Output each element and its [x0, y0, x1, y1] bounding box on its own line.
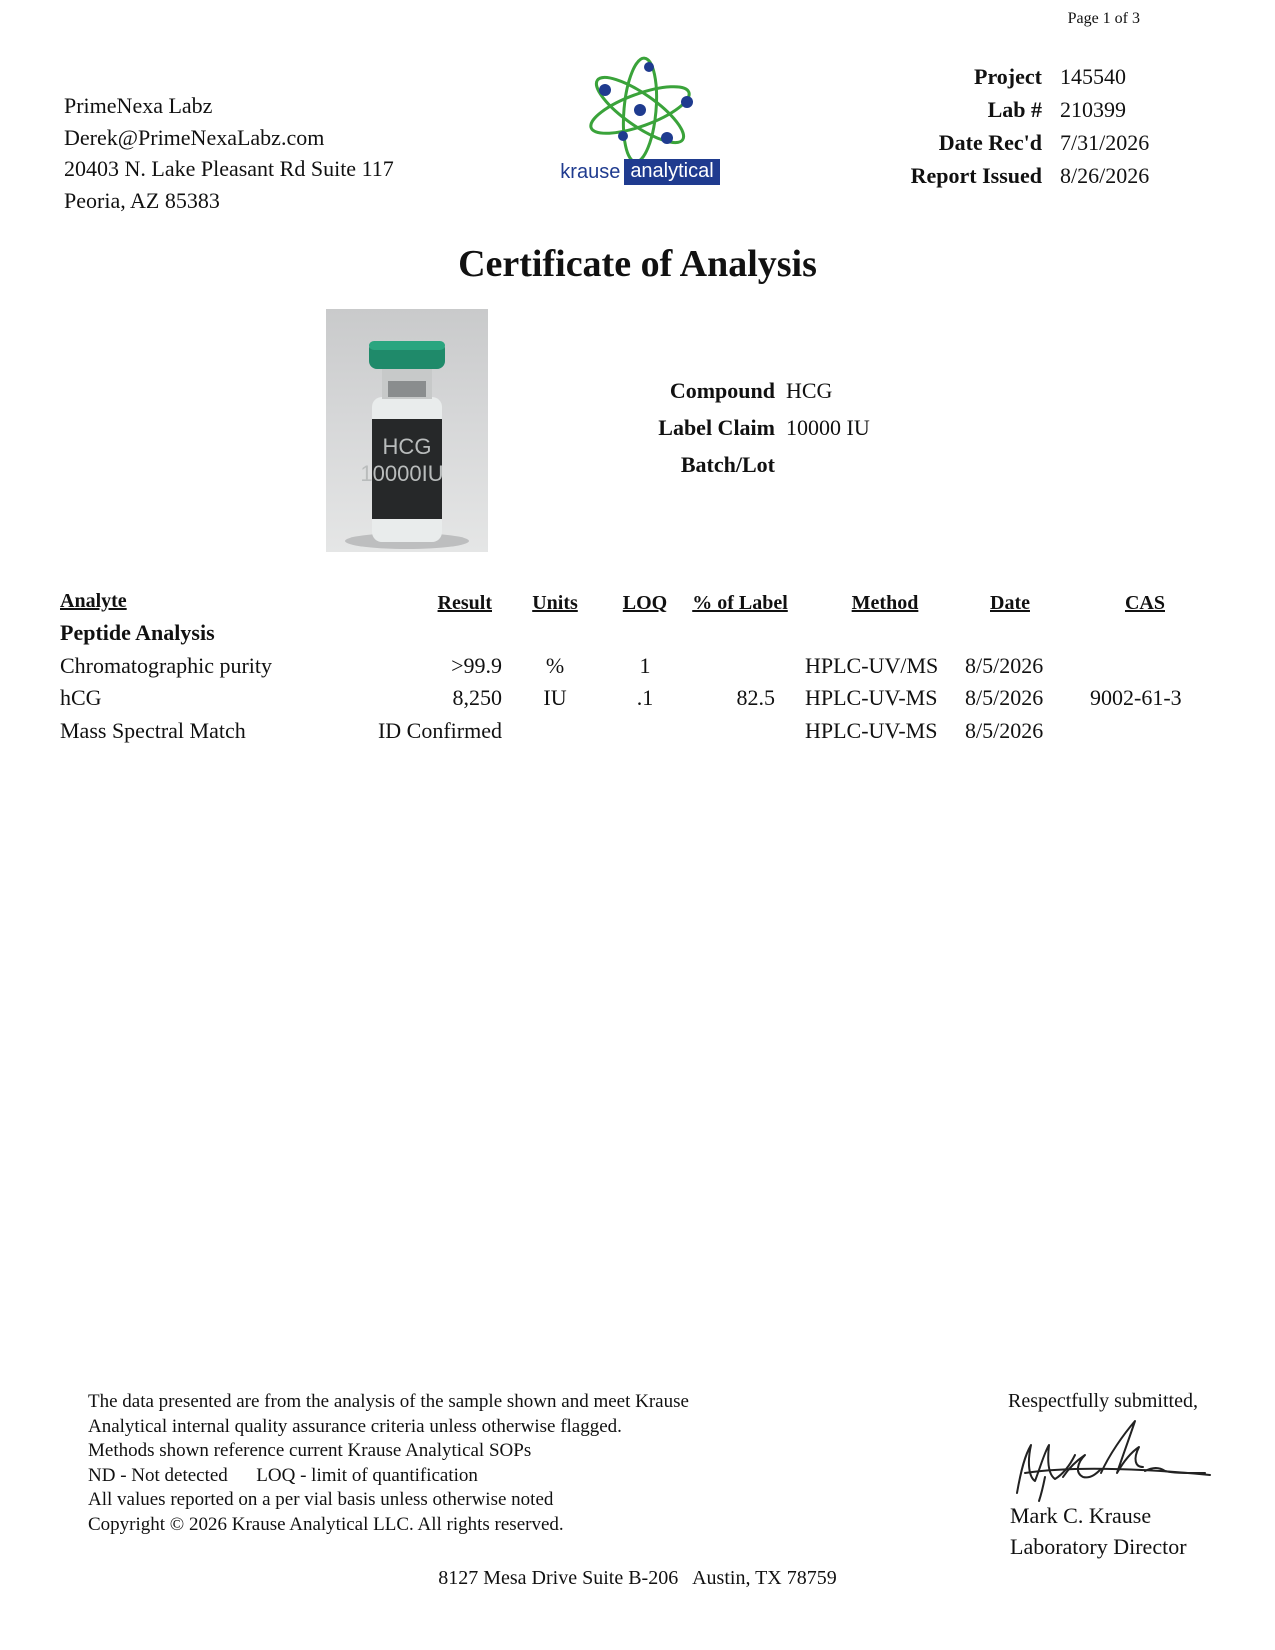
client-address: 20403 N. Lake Pleasant Rd Suite 117: [64, 156, 394, 181]
sample-photo: [326, 309, 488, 552]
label-claim-value: 10000 IU: [786, 414, 870, 440]
cell-result: >99.9: [451, 653, 502, 678]
disclaimer-notes: [88, 1390, 689, 1537]
issued-value: 8/26/2026: [1060, 162, 1150, 188]
cell-cas: 9002-61-3: [1090, 685, 1182, 710]
compound-value: HCG: [786, 377, 833, 403]
cell-analyte: Chromatographic purity: [60, 653, 273, 678]
cell-date: 8/5/2026: [965, 685, 1044, 710]
vial-label-name: HCG: [382, 434, 432, 459]
header-cas: CAS: [1124, 592, 1165, 614]
issued-label: Report Issued: [910, 162, 1042, 188]
compound-label: Compound: [669, 377, 775, 403]
cell-units: IU: [543, 685, 567, 710]
header-units: Units: [532, 592, 578, 614]
note-line: Methods shown reference current Krause Analytical SOPs: [88, 1440, 532, 1461]
cell-date: 8/5/2026: [965, 718, 1044, 743]
handwritten-signature: [1005, 1415, 1215, 1505]
cell-units: %: [545, 653, 565, 678]
lab-label: Lab #: [987, 96, 1042, 122]
client-address-block: [64, 90, 394, 216]
client-city: Peoria, AZ 85383: [64, 187, 220, 213]
section-heading: Peptide Analysis: [60, 620, 215, 645]
atom-icon: [545, 52, 735, 170]
results-table: [0, 590, 1275, 760]
project-label: Project: [974, 63, 1042, 89]
header-percent-label: % of Label: [692, 592, 788, 614]
note-line: Copyright © 2026 Krause Analytical LLC. All rights reserved.: [88, 1513, 564, 1535]
signature-closing: Respectfully submitted,: [1008, 1390, 1198, 1412]
cell-analyte: hCG: [60, 685, 102, 710]
cell-analyte: Mass Spectral Match: [60, 718, 246, 743]
header-result: Result: [437, 592, 492, 614]
note-line: ND - Not detected LOQ - limit of quantification: [88, 1464, 478, 1486]
krause-analytical-logo: [545, 52, 735, 202]
received-label: Date Rec'd: [938, 129, 1042, 155]
vial-icon: [326, 309, 488, 552]
cell-percent-label: 82.5: [736, 685, 775, 710]
note-line: All values reported on a per vial basis unless otherwise noted: [88, 1489, 554, 1510]
cell-loq: 1: [639, 653, 651, 678]
compound-info: [620, 372, 936, 483]
header-method: Method: [851, 592, 919, 614]
header-date: Date: [990, 592, 1030, 614]
signer-name: Mark C. Krause: [1010, 1503, 1152, 1528]
client-name: PrimeNexa Labz: [64, 93, 213, 118]
cell-result: ID Confirmed: [377, 718, 502, 743]
logo-wordmark: [545, 157, 735, 187]
cell-method: HPLC-UV-MS: [805, 718, 938, 743]
signer-block: [1010, 1500, 1187, 1562]
cell-date: 8/5/2026: [965, 653, 1044, 678]
client-email: Derek@PrimeNexaLabz.com: [64, 124, 325, 150]
header-loq: LOQ: [622, 592, 668, 614]
footer-address: 8127 Mesa Drive Suite B-206 Austin, TX 78759: [438, 1567, 837, 1589]
batch-lot-label: Batch/Lot: [680, 451, 775, 477]
logo-word-analytical: analytical: [624, 159, 719, 185]
cell-loq: .1: [636, 685, 654, 710]
project-value: 145540: [1060, 63, 1126, 89]
note-line: Analytical internal quality assurance criteria unless otherwise flagged.: [88, 1415, 622, 1437]
logo-word-krause: krause: [560, 160, 621, 183]
received-value: 7/31/2026: [1060, 129, 1150, 155]
note-line: The data presented are from the analysis of the sample shown and meet Krause: [88, 1391, 689, 1412]
report-meta: [852, 60, 1170, 192]
vial-label-dose: 10000IU: [360, 461, 444, 486]
page-title: Certificate of Analysis: [458, 243, 817, 285]
cell-method: HPLC-UV-MS: [805, 685, 938, 710]
signer-role: Laboratory Director: [1010, 1534, 1187, 1559]
label-claim-label: Label Claim: [658, 414, 775, 440]
page-number: Page 1 of 3: [1067, 10, 1140, 27]
cell-method: HPLC-UV/MS: [805, 653, 939, 678]
header-analyte: Analyte: [60, 590, 127, 612]
cell-result: 8,250: [452, 685, 502, 710]
lab-value: 210399: [1060, 96, 1126, 122]
